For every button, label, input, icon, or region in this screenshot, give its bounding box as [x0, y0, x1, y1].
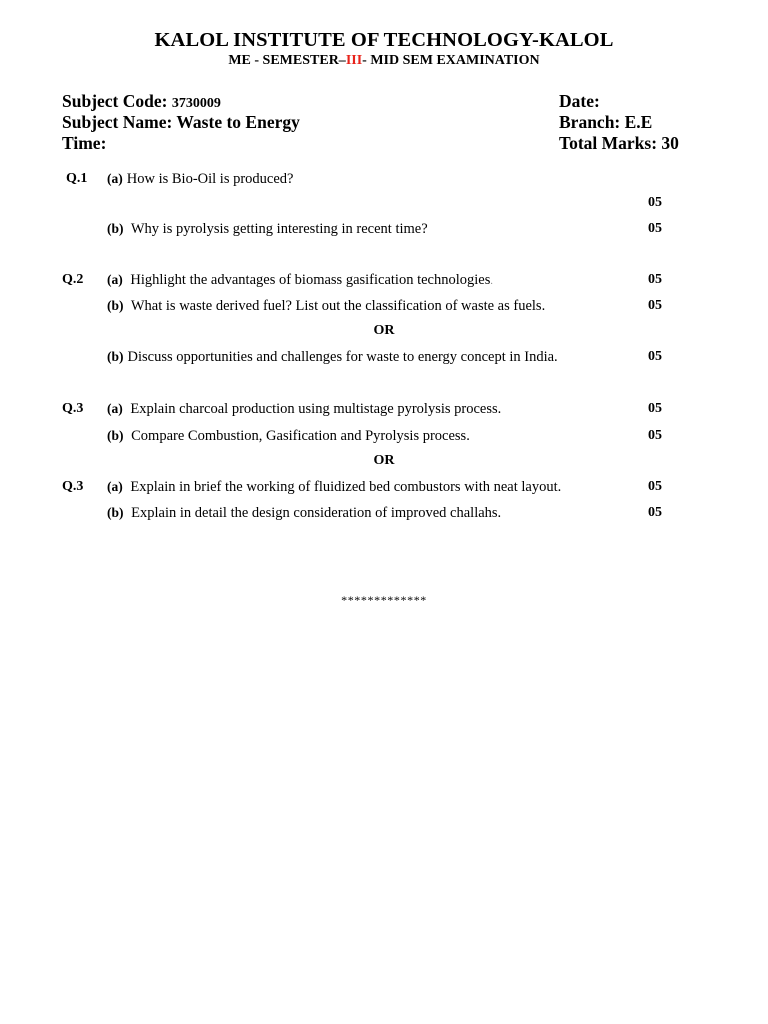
q1b-row — [107, 221, 428, 238]
q3a-alt-label: (a) — [107, 479, 123, 494]
q2b-text: What is waste derived fuel? List out the classification of waste as fuels. — [130, 298, 546, 314]
total-marks-value: 30 — [661, 133, 679, 153]
q3a-row — [107, 401, 501, 418]
q3b-alt-row — [107, 505, 501, 522]
q2b-label: (b) — [107, 298, 124, 313]
q3a-text: Explain charcoal production using multistage pyrolysis process. — [130, 401, 502, 417]
q3a-marks: 05 — [648, 401, 662, 416]
date-label: Date: — [559, 91, 600, 111]
branch-line — [559, 112, 652, 133]
q2b-marks: 05 — [648, 298, 662, 313]
q1-number: Q.1 — [66, 171, 88, 186]
q1a-marks: 05 — [648, 195, 662, 210]
total-marks-line — [559, 133, 679, 154]
q3a-alt-marks: 05 — [648, 479, 662, 494]
time-label: Time: — [62, 133, 107, 153]
institute-title: KALOL INSTITUTE OF TECHNOLOGY-KALOL — [154, 29, 614, 51]
q3-number: Q.3 — [62, 401, 84, 416]
q3-alt-number: Q.3 — [62, 479, 84, 494]
q2a-trailing-dot: . — [490, 276, 493, 287]
q3b-alt-text: Explain in detail the design consideration of improved challahs. — [131, 505, 502, 521]
subject-code-value: 3730009 — [171, 96, 221, 111]
q3a-label: (a) — [107, 401, 123, 416]
q2b-alt-text: Discuss opportunities and challenges for waste to energy concept in India. — [127, 349, 558, 365]
q2-number: Q.2 — [62, 272, 84, 287]
q1b-label: (b) — [107, 221, 124, 236]
q2b-alt-row — [107, 349, 558, 366]
q3b-alt-marks: 05 — [648, 505, 662, 520]
q3-or-separator: OR — [373, 453, 395, 468]
exam-suffix: - MID SEM EXAMINATION — [362, 53, 540, 68]
branch-value: E.E — [624, 112, 653, 132]
branch-label: Branch: — [559, 112, 621, 132]
q3a-alt-row — [107, 479, 561, 496]
q2a-marks: 05 — [648, 272, 662, 287]
subject-code-line — [62, 91, 221, 112]
exam-subtitle — [0, 53, 768, 69]
q2b-alt-marks: 05 — [648, 349, 662, 364]
q2a-row — [107, 272, 493, 289]
subject-name-label: Subject Name: — [62, 112, 173, 132]
q2a-label: (a) — [107, 272, 123, 287]
subject-name-line — [62, 112, 300, 133]
q2b-row — [107, 298, 545, 315]
q3b-marks: 05 — [648, 428, 662, 443]
q1a-label: (a) — [107, 171, 123, 186]
q2a-text: Highlight the advantages of biomass gasification technologies — [130, 272, 491, 288]
q1b-text: Why is pyrolysis getting interesting in recent time? — [130, 221, 428, 237]
subject-name-value: Waste to Energy — [176, 112, 300, 132]
subject-code-label: Subject Code: — [62, 91, 168, 111]
q3b-alt-label: (b) — [107, 505, 124, 520]
q1a-row — [107, 171, 293, 188]
q3b-text: Compare Combustion, Gasification and Pyrolysis process. — [131, 428, 470, 444]
end-of-paper-stars: ************* — [341, 593, 427, 607]
q3a-alt-text: Explain in brief the working of fluidized bed combustors with neat layout. — [130, 479, 562, 495]
q3b-row — [107, 428, 470, 445]
q1a-text: How is Bio-Oil is produced? — [126, 171, 294, 187]
q2-or-separator: OR — [373, 323, 395, 338]
q1b-marks: 05 — [648, 221, 662, 236]
total-marks-label: Total Marks: — [559, 133, 658, 153]
semester-number: III — [345, 53, 363, 68]
q3b-label: (b) — [107, 428, 124, 443]
q2b-alt-label: (b) — [107, 349, 124, 364]
exam-prefix: ME - SEMESTER– — [228, 53, 346, 68]
